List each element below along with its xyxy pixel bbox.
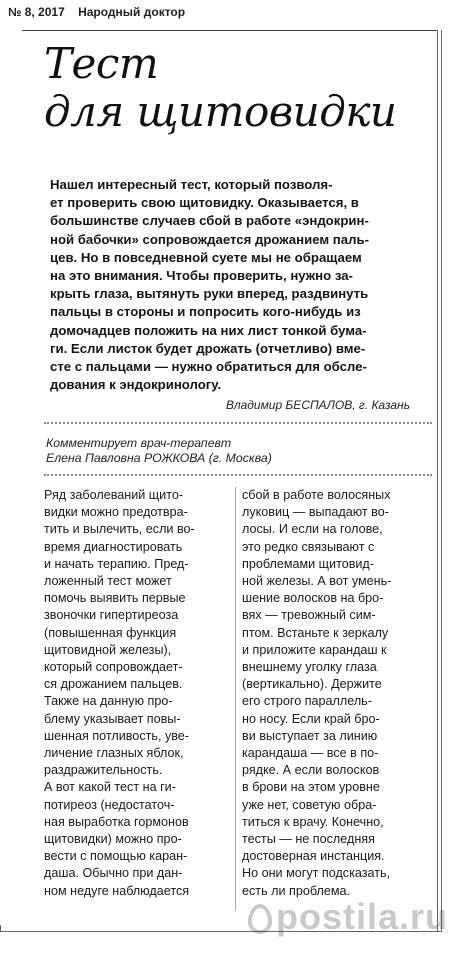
frame-right-rule-outer: [441, 30, 442, 932]
frame-bottom-corner: [0, 925, 1, 932]
body-line: есть ли проблема.: [242, 883, 350, 898]
body-line: А вот какой тест на ги-: [44, 780, 176, 795]
body-line: ная выработка гормонов: [44, 814, 189, 829]
body-line: лосы. И если на голове,: [242, 522, 383, 537]
body-line: проблемами щитовид-: [242, 556, 374, 571]
issue-number: № 8, 2017: [8, 5, 65, 19]
body-line: ном недуге наблюдается: [44, 883, 190, 898]
body-line: ся дрожанием пальцев.: [44, 677, 183, 692]
watermark-text: postila.ru: [276, 896, 449, 937]
lead-line: цев. Но в повседневной суете мы не обращаем: [50, 249, 362, 265]
watermark: [248, 896, 448, 938]
publication-name: Народный доктор: [78, 5, 186, 19]
body-line: внешнему уголку глаза: [242, 660, 377, 675]
body-line: ложенный тест может: [44, 574, 172, 589]
body-line: достоверная инстанция.: [242, 849, 385, 864]
body-line: который сопровождает-: [44, 660, 183, 675]
body-line: тить и вылечить, если во-: [44, 522, 195, 537]
body-line: Ряд заболеваний щито-: [44, 488, 184, 502]
frame-right-rule: [437, 30, 438, 932]
body-line: Также на данную про-: [44, 694, 173, 709]
body-line: тесты — не последняя: [242, 832, 375, 847]
body-column-left: [44, 487, 230, 900]
body-line: (вертикально). Держите: [242, 677, 382, 692]
lead-line: дования к эндокринологу.: [50, 377, 222, 393]
body-line: шенная потливость, уве-: [44, 728, 189, 743]
lead-line: пальцы в стороны и попросить кого-нибудь из: [50, 304, 361, 320]
body-line: карандаша — все в по-: [242, 746, 379, 761]
lead-line: на это внимания. Чтобы проверить, нужно за-: [50, 268, 353, 284]
body-line: ви выступает за линию: [242, 728, 378, 743]
body-line: луковиц — выпадают во-: [242, 505, 389, 520]
body-line: щитовидной железы),: [44, 642, 172, 657]
article-title: [44, 40, 396, 136]
lead-line: домочадцев положить на них лист тонкой бума-: [50, 322, 367, 338]
body-line: вести с помощью каран-: [44, 849, 188, 864]
dotted-divider: [44, 422, 432, 424]
body-line: звоночки гипертиреоза: [44, 608, 179, 623]
pin-icon: [248, 904, 272, 934]
article-lead: [50, 176, 436, 394]
lead-line: большинстве случаев сбой в работе «эндокрин-: [50, 213, 369, 229]
lead-line: Нашел интересный тест, который позволя-: [50, 177, 333, 192]
body-line: потиреоз (недостаточ-: [44, 797, 175, 812]
comment-credit: [46, 436, 272, 466]
body-line: время диагностировать: [44, 539, 183, 554]
body-line: и приложите карандаш к: [242, 642, 387, 657]
body-line: даша. Обычно при дан-: [44, 866, 183, 881]
lead-line: крыть глаза, вытянуть руки вперед, раздвинуть: [50, 286, 369, 302]
body-line: уже нет, советую обра-: [242, 797, 377, 812]
body-line: но носу. Если край бро-: [242, 711, 380, 726]
column-divider: [235, 487, 236, 911]
body-line: птом. Встаньте к зеркалу: [242, 625, 389, 640]
body-line: помочь выявить первые: [44, 591, 186, 606]
body-line: видки можно предотвра-: [44, 505, 188, 520]
body-line: его строго параллель-: [242, 694, 372, 709]
body-line: (повышенная функция: [44, 625, 177, 640]
title-line: Тест: [44, 39, 159, 88]
body-line: Но они могут подсказать,: [242, 866, 391, 881]
body-line: ной железы. А вот умень-: [242, 574, 392, 589]
lead-line: ной бабочки» сопровождается дрожанием паль-: [50, 231, 369, 247]
comment-line: Комментирует врач-терапевт: [46, 436, 232, 450]
lead-line: ги. Если листок будет дрожать (отчетливо) вме-: [50, 340, 366, 356]
body-line: это редко связывают с: [242, 539, 375, 554]
body-line: щитовидки) можно про-: [44, 832, 182, 847]
body-line: вях — тревожный сим-: [242, 608, 376, 623]
lead-author: Владимир БЕСПАЛОВ, г. Казань: [225, 398, 410, 412]
body-line: раздражительность.: [44, 763, 163, 778]
body-line: блему указывает повы-: [44, 711, 181, 726]
body-line: и начать терапию. Пред-: [44, 556, 189, 571]
body-line: личение глазных яблок,: [44, 746, 184, 761]
title-line: для щитовидки: [44, 87, 397, 136]
lead-line: сте с пальцами — нужно обратиться для обсле-: [50, 359, 367, 375]
body-line: в брови на этом уровне: [242, 780, 380, 795]
body-line: сбой в работе волосяных: [242, 488, 391, 502]
lead-line: ет проверить свою щитовидку. Оказывается, в: [50, 195, 359, 211]
frame-top-rule: [22, 30, 437, 31]
body-line: титься к врачу. Конечно,: [242, 814, 384, 829]
newspaper-header: [8, 5, 185, 19]
body-line: шение волосков на бро-: [242, 591, 384, 606]
dotted-divider: [44, 474, 432, 476]
body-column-right: [242, 487, 432, 900]
body-line: рядке. А если волосков: [242, 763, 380, 778]
comment-line: Елена Павловна РОЖКОВА (г. Москва): [46, 451, 272, 465]
